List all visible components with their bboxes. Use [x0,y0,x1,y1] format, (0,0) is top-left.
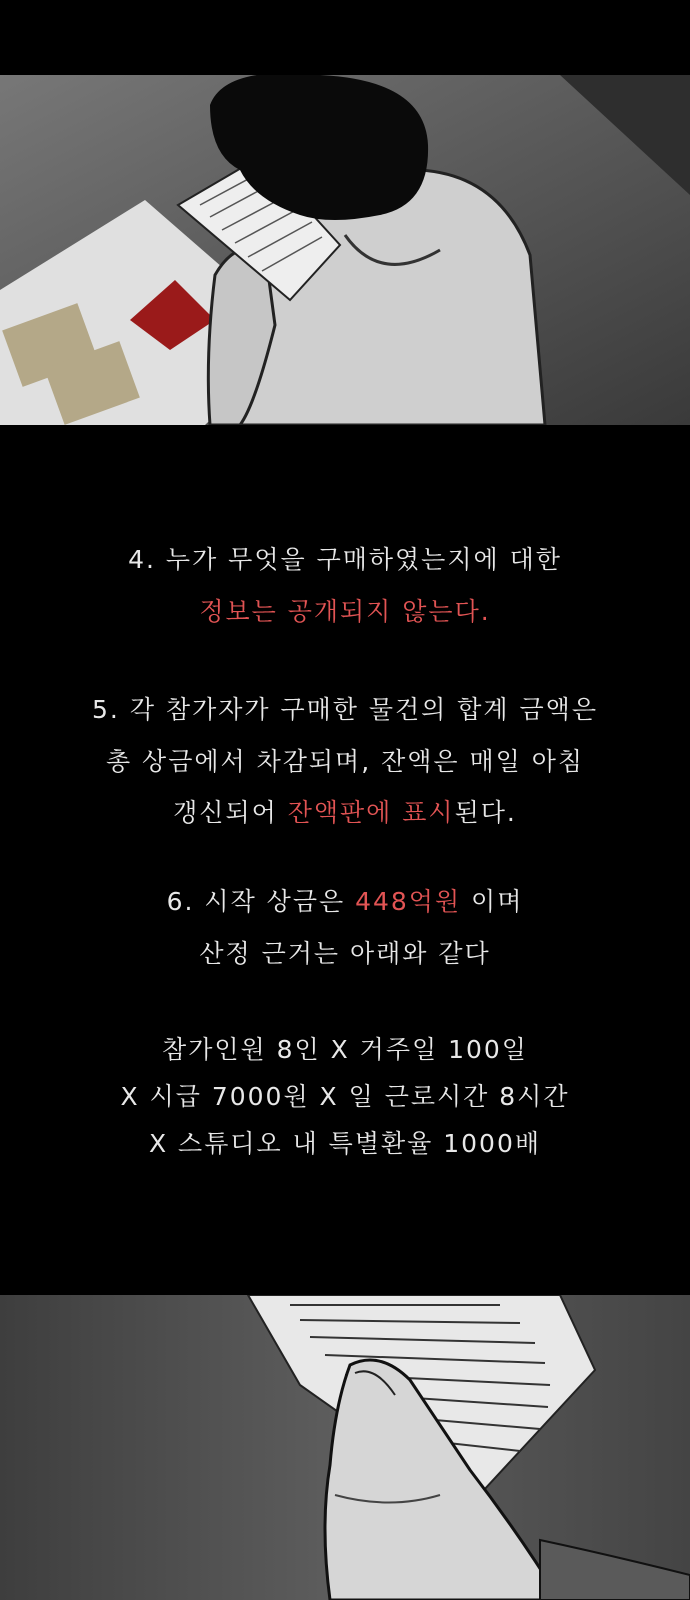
rule5-line3-highlight: 잔액판에 표시 [287,798,455,827]
rule5-line1: 5. 각 참가자가 구매한 물건의 합계 금액은 [92,695,598,724]
rule6-line1-pre: 6. 시작 상금은 [166,887,356,916]
rule5-line3 [0,793,690,829]
hand-holding-document-illustration [0,1295,690,1600]
rule5-line3-post: 된다. [454,798,517,827]
formula-line2: X 시급 7000원 X 일 근로시간 8시간 [120,1082,570,1111]
rule4-line1: 4. 누가 무엇을 구매하였는지에 대한 [128,545,562,574]
bottom-illustration-panel [0,1295,690,1600]
rule6-line2: 산정 근거는 아래와 같다 [199,939,491,968]
rule4-line2: 정보는 공개되지 않는다. [199,597,491,626]
rule5-line2: 총 상금에서 차감되며, 잔액은 매일 아침 [105,747,585,776]
person-reading-letter-illustration [0,75,690,425]
formula-line3: X 스튜디오 내 특별환율 1000배 [148,1129,542,1158]
rule6-prize-amount: 448억원 [355,887,462,916]
rule6-line1-post: 이며 [461,887,524,916]
formula-line1: 참가인원 8인 X 거주일 100일 [162,1035,528,1064]
rule5-line3-pre: 갱신되어 [173,798,288,827]
top-illustration-panel [0,75,690,425]
rule6-line1 [0,882,690,918]
